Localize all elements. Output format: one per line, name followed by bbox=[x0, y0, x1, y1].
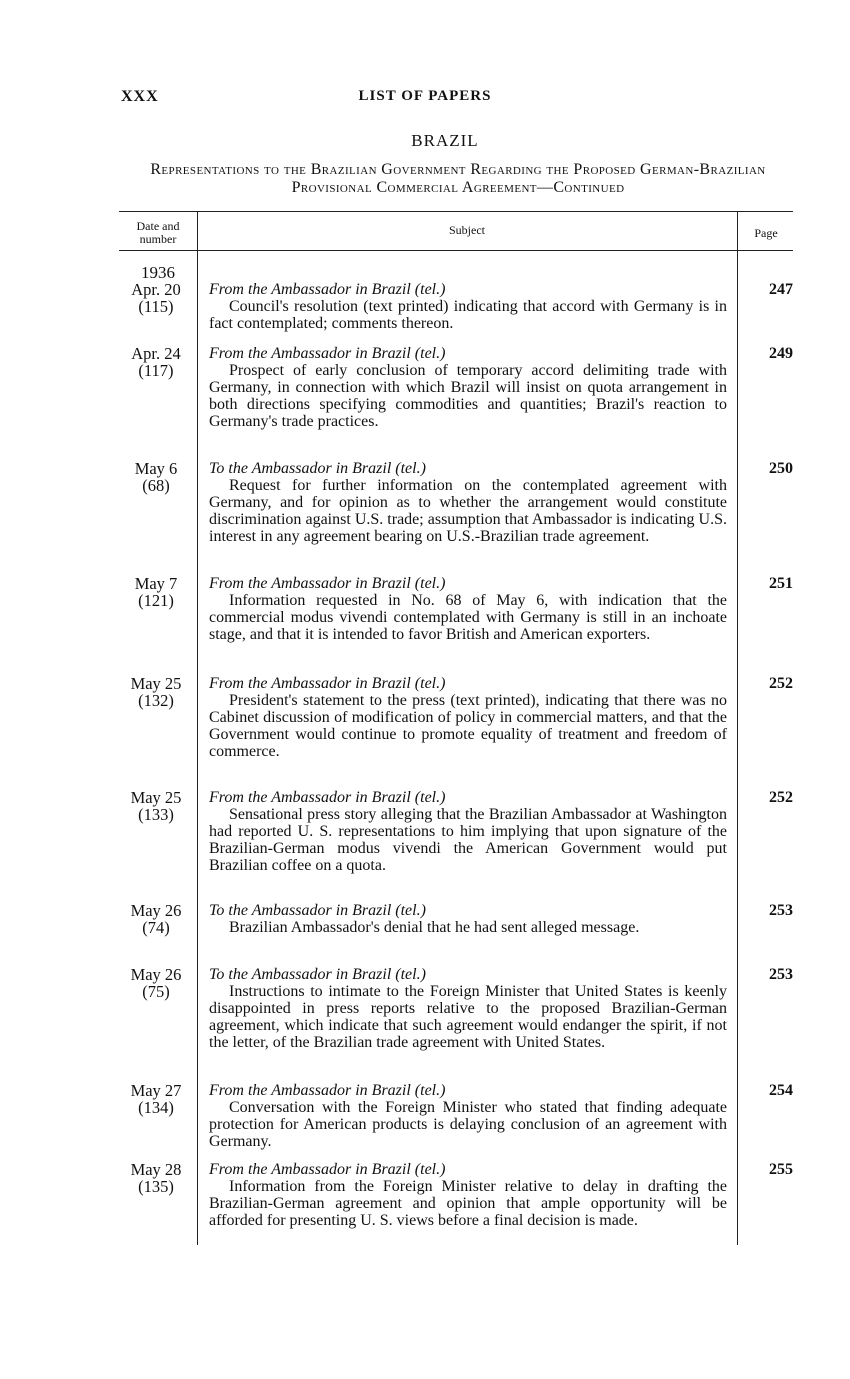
entry-correspondent: From the Ambassador in Brazil (tel.) bbox=[209, 675, 446, 692]
entry-page: 253 bbox=[769, 902, 793, 919]
entry-summary: Brazilian Ambassador's denial that he had sent alleged message. bbox=[229, 919, 640, 936]
entry-date bbox=[118, 966, 194, 1000]
entry-date bbox=[118, 902, 194, 936]
entry-date-text: May 27 bbox=[130, 1081, 182, 1100]
entry-date-text: May 26 bbox=[130, 965, 182, 984]
entry-date-text: May 28 bbox=[130, 1160, 182, 1179]
entry-summary: Conversation with the Foreign Minister who stated that finding adequate protection for American products is delaying conclusion of an agreement with Germany. bbox=[209, 1099, 727, 1150]
entry-date-text: May 26 bbox=[130, 901, 182, 920]
entry-date-text: May 25 bbox=[130, 788, 182, 807]
entry-page: 254 bbox=[769, 1082, 793, 1099]
entry-subject bbox=[209, 575, 727, 643]
entry-date bbox=[118, 789, 194, 823]
entry-page: 251 bbox=[769, 575, 793, 592]
entry-subject bbox=[209, 345, 727, 430]
entry-number: (135) bbox=[138, 1177, 174, 1196]
entry-page: 252 bbox=[769, 789, 793, 806]
entry-subject bbox=[209, 675, 727, 760]
entry-correspondent: To the Ambassador in Brazil (tel.) bbox=[209, 460, 426, 477]
running-title: LIST OF PAPERS bbox=[358, 88, 492, 104]
column-divider-left bbox=[197, 211, 198, 1245]
entry-date bbox=[118, 345, 194, 379]
entry-subject bbox=[209, 966, 727, 1051]
table-header-rule bbox=[119, 250, 793, 251]
column-header-subject: Subject bbox=[449, 223, 485, 237]
entry-summary: Instructions to intimate to the Foreign Minister that United States is keenly disappointed in press reports relative to the proposed Brazilian-German agreement, which indicate that such agreement would endanger the spirit, if not the letter, of the Brazilian trade agreement with United States. bbox=[209, 983, 727, 1051]
entry-correspondent: To the Ambassador in Brazil (tel.) bbox=[209, 902, 426, 919]
entry-correspondent: From the Ambassador in Brazil (tel.) bbox=[209, 345, 446, 362]
entry-summary: Council's resolution (text printed) indicating that accord with Germany is in fact contemplated; comments thereon. bbox=[209, 298, 727, 332]
entry-number: (75) bbox=[142, 982, 170, 1001]
column-header-date: Date and number bbox=[136, 219, 180, 246]
entry-number: (68) bbox=[142, 476, 170, 495]
entry-date-text: Apr. 24 bbox=[131, 344, 181, 363]
entry-date bbox=[118, 460, 194, 494]
entry-correspondent: From the Ambassador in Brazil (tel.) bbox=[209, 575, 446, 592]
page-numeral: XXX bbox=[121, 88, 159, 105]
country-heading: BRAZIL bbox=[411, 131, 479, 150]
entry-number: (132) bbox=[138, 691, 174, 710]
entry-date bbox=[118, 575, 194, 609]
entry-date bbox=[118, 1161, 194, 1195]
entry-correspondent: From the Ambassador in Brazil (tel.) bbox=[209, 1082, 446, 1099]
entry-date bbox=[118, 281, 194, 315]
entry-page: 247 bbox=[769, 281, 793, 298]
entry-summary: President's statement to the press (text printed), indicating that there was no Cabinet discussion of modification of policy in commercial matters, and that the Government would continue to promote equality of treatment and freedom of commerce. bbox=[209, 692, 727, 760]
entry-number: (121) bbox=[138, 591, 174, 610]
entry-page: 253 bbox=[769, 966, 793, 983]
entry-subject bbox=[209, 460, 727, 545]
entry-number: (115) bbox=[138, 297, 174, 316]
column-divider-right bbox=[737, 211, 738, 1245]
entry-page: 249 bbox=[769, 345, 793, 362]
entry-date bbox=[118, 675, 194, 709]
entry-summary: Prospect of early conclusion of temporary accord delimiting trade with Germany, in connection with which Brazil will insist on quota arrangement in both directions specifying commodities and quantities; Brazil's reaction to Germany's trade practices. bbox=[209, 362, 727, 430]
entry-number: (134) bbox=[138, 1098, 174, 1117]
entry-correspondent: From the Ambassador in Brazil (tel.) bbox=[209, 1161, 446, 1178]
entry-subject bbox=[209, 281, 727, 332]
section-title: Representations to the Brazilian Government Regarding the Proposed German-Brazilian Provisional Commercial Agreement—Continued bbox=[150, 161, 766, 196]
entry-date bbox=[118, 1082, 194, 1116]
entry-date-text: Apr. 20 bbox=[131, 280, 181, 299]
entry-subject bbox=[209, 902, 727, 936]
entry-date-text: May 25 bbox=[130, 674, 182, 693]
entry-correspondent: To the Ambassador in Brazil (tel.) bbox=[209, 966, 426, 983]
entry-correspondent: From the Ambassador in Brazil (tel.) bbox=[209, 281, 446, 298]
entry-date-text: May 6 bbox=[134, 459, 178, 478]
entry-summary: Information requested in No. 68 of May 6, with indication that the commercial modus vivendi contemplated with Germany is still in an inchoate stage, and that it is intended to favor British and American exporters. bbox=[209, 592, 727, 643]
table-top-rule bbox=[119, 211, 793, 212]
entry-page: 252 bbox=[769, 675, 793, 692]
entry-correspondent: From the Ambassador in Brazil (tel.) bbox=[209, 789, 446, 806]
entry-number: (74) bbox=[142, 918, 170, 937]
entry-summary: Information from the Foreign Minister relative to delay in drafting the Brazilian-German agreement and opinion that ample opportunity will be afforded for presenting U. S. views before a final decision is made. bbox=[209, 1178, 727, 1229]
entry-page: 255 bbox=[769, 1161, 793, 1178]
entry-subject bbox=[209, 789, 727, 874]
entry-summary: Request for further information on the contemplated agreement with Germany, and for opinion as to whether the arrangement would constitute discrimination against U.S. trade; assumption that Ambassador is indicating U.S. interest in any agreement bearing on U.S.-Brazilian trade agreement. bbox=[209, 477, 727, 545]
entry-subject bbox=[209, 1161, 727, 1229]
entry-summary: Sensational press story alleging that the Brazilian Ambassador at Washington had reported U. S. representations to him implying that upon signature of the Brazilian-German modus vivendi the American Government would put Brazilian coffee on a quota. bbox=[209, 806, 727, 874]
column-header-page: Page bbox=[754, 226, 778, 240]
entry-date-text: May 7 bbox=[134, 574, 178, 593]
entry-subject bbox=[209, 1082, 727, 1150]
entry-number: (133) bbox=[138, 805, 174, 824]
entry-number: (117) bbox=[138, 361, 174, 380]
entry-page: 250 bbox=[769, 460, 793, 477]
year-label: 1936 bbox=[141, 263, 175, 282]
